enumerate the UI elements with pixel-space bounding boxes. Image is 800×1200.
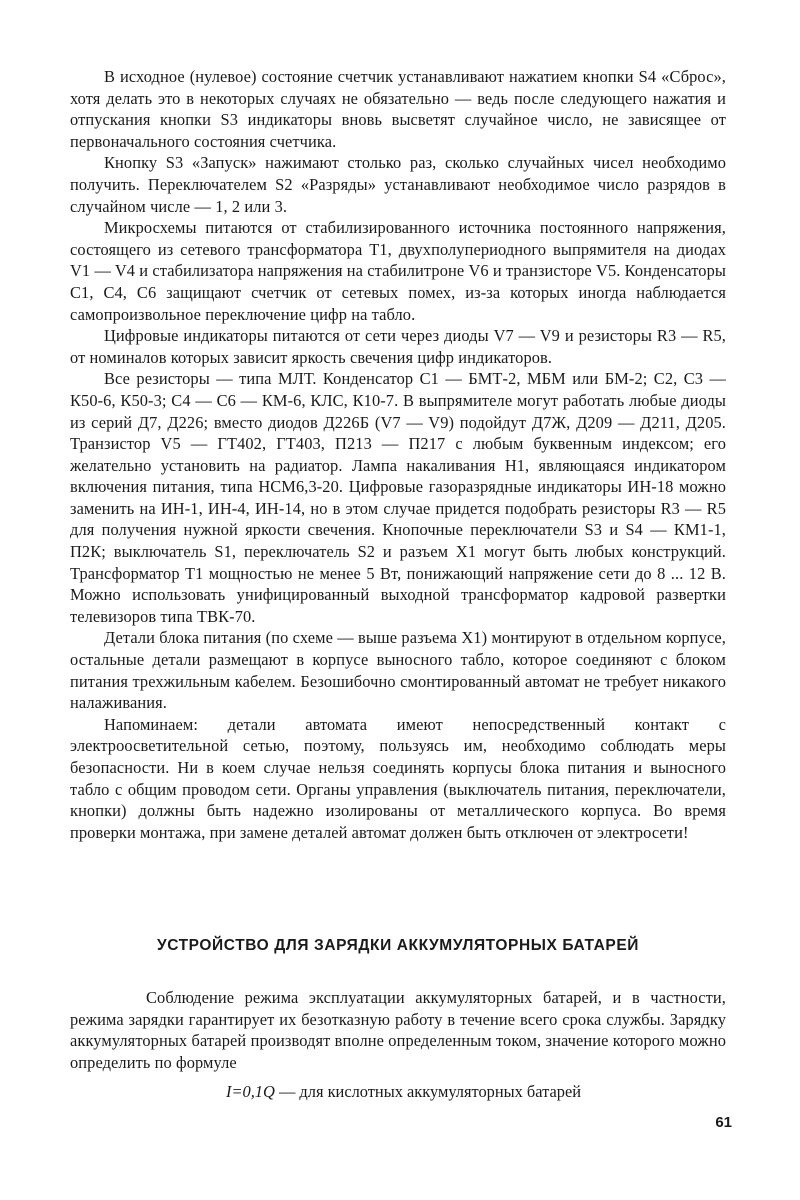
paragraph-power-supply: Микросхемы питаются от стабилизированного источника постоянного напряжения, состоящего из сетевого трансформатора T1, двухполупериодного выпрямителя на диодах V1 — V4 и стабилизатора напряжения на стабилитроне V6 и транзисторе V5. Конденсаторы C1, C4, C6 защищают счетчик от сетевых помех, из-за которых иногда наблюдается самопроизвольное переключение цифр на табло. [70, 218, 726, 324]
section-charger [70, 987, 726, 1103]
paragraph-indicators: Цифровые индикаторы питаются от сети через диоды V7 — V9 и резисторы R3 — R5, от номиналов которых зависит яркость свечения цифр индикаторов. [70, 326, 726, 367]
paragraph-charging-intro: Соблюдение режима эксплуатации аккумуляторных батарей, и в частности, режима зарядки гарантирует их безотказную работу в течение всего срока службы. Зарядку аккумуляторных батарей производят вполне определенным током, значение которого можно определить по формуле [70, 988, 726, 1072]
page-number: 61 [715, 1114, 732, 1131]
section-heading: УСТРОЙСТВО ДЛЯ ЗАРЯДКИ АККУМУЛЯТОРНЫХ БАТАРЕЙ [156, 937, 640, 954]
formula [70, 1081, 726, 1103]
paragraph-start-button: Кнопку S3 «Запуск» нажимают столько раз, сколько случайных чисел необходимо получить. Переключателем S2 «Разряды» устанавливают необходимое число разрядов в случайном числе — 1, 2 или 3. [70, 153, 726, 216]
paragraph-components: Все резисторы — типа МЛТ. Конденсатор C1 — БМТ-2, МБМ или БМ-2; C2, C3 — К50-6, К50-3; C4 — C6 — КМ-6, КЛС, К10-7. В выпрямителе могут работать любые диоды из серий Д7, Д226; вместо диодов Д226Б (V7 — V9) подойдут Д7Ж, Д209 — Д211, Д205. Транзистор V5 — ГТ402, ГТ403, П213 — П217 с любым буквенным индексом; его желательно установить на радиатор. Лампа накаливания H1, являющаяся индикатором включения питания, типа НСМ6,3-20. Цифровые газоразрядные индикаторы ИН-18 можно заменить на ИН-1, ИН-4, ИН-14, но в этом случае придется подобрать резисторы R3 — R5 для получения нужной яркости свечения. Кнопочные переключатели S3 и S4 — КМ1-1, П2К; выключатель S1, переключатель S2 и разъем X1 могут быть любых конструкций. Трансформатор T1 мощностью не менее 5 Вт, понижающий напряжение сети до 8 ... 12 В. Можно использовать унифицированный выходной трансформатор кадровой развертки телевизоров типа ТВК-70. [70, 369, 726, 626]
formula-rhs: — для кислотных аккумуляторных батарей [274, 1082, 581, 1102]
paragraph-assembly: Детали блока питания (по схеме — выше разъема X1) монтируют в отдельном корпусе, остальные детали размещают в корпусе выносного табло, которое соединяют с блоком питания трехжильным кабелем. Безошибочно смонтированный автомат не требует никакого налаживания. [70, 628, 726, 713]
paragraph-reset: В исходное (нулевое) состояние счетчик устанавливают нажатием кнопки S4 «Сброс», хотя делать это в некоторых случаях не обязательно — ведь после следующего нажатия и отпускания кнопки S3 индикаторы вновь высветят случайное число, не зависящее от первоначального состояния счетчика. [70, 67, 726, 151]
paragraph-safety: Напоминаем: детали автомата имеют непосредственный контакт с электроосветительной сетью, поэтому, пользуясь им, необходимо соблюдать меры безопасности. Ни в коем случае нельзя соединять корпусы блока питания и выносного табло с общим проводом сети. Органы управления (выключатель питания, переключатели, кнопки) должны быть надежно изолированы от металлического корпуса. Во время проверки монтажа, при замене деталей автомат должен быть отключен от электросети! [70, 714, 726, 842]
formula-lhs: I=0,1Q [226, 1082, 275, 1102]
main-text [70, 66, 726, 843]
